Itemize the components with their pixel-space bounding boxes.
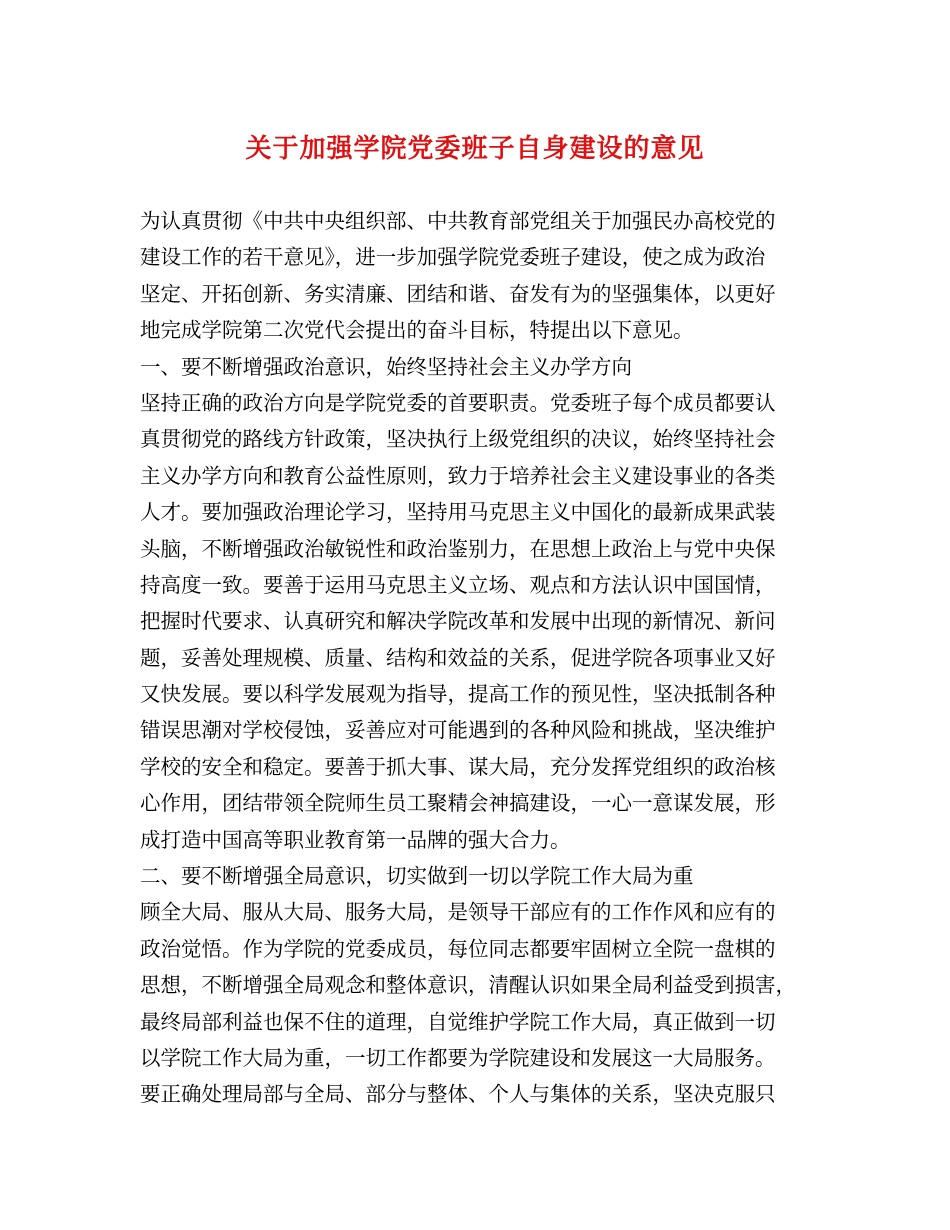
paragraph-line: 坚持正确的政治方向是学院党委的首要职责。党委班子每个成员都要认 (140, 390, 776, 415)
paragraph-line: 坚定、开拓创新、务实清廉、团结和谐、奋发有为的坚强集体，以更好 (140, 281, 776, 306)
paragraph-line: 人才。要加强政治理论学习，坚持用马克思主义中国化的最新成果武装 (140, 500, 776, 525)
paragraph-line: 学校的安全和稳定。要善于抓大事、谋大局，充分发挥党组织的政治核 (140, 754, 776, 779)
paragraph-line: 要正确处理局部与全局、部分与整体、个人与集体的关系，坚决克服只 (140, 1082, 776, 1107)
paragraph-line: 真贯彻党的路线方针政策，坚决执行上级党组织的决议，始终坚持社会 (140, 427, 776, 452)
paragraph-line: 顾全大局、服从大局、服务大局，是领导干部应有的工作作风和应有的 (140, 900, 776, 925)
paragraph-line: 心作用，团结带领全院师生员工聚精会神搞建设，一心一意谋发展，形 (140, 791, 776, 816)
paragraph-line: 为认真贯彻《中共中央组织部、中共教育部党组关于加强民办高校党的 (140, 209, 776, 233)
paragraph-line: 政治觉悟。作为学院的党委成员，每位同志都要牢固树立全院一盘棋的 (140, 936, 776, 961)
paragraph-line: 思想，不断增强全局观念和整体意识，清醒认识如果全局利益受到损害， (140, 973, 796, 998)
paragraph-line: 又快发展。要以科学发展观为指导，提高工作的预见性，坚决抵制各种 (140, 682, 776, 707)
section-heading: 二、要不断增强全局意识，切实做到一切以学院工作大局为重 (140, 864, 694, 889)
paragraph-line: 把握时代要求、认真研究和解决学院改革和发展中出现的新情况、新问 (140, 609, 776, 634)
paragraph-line: 主义办学方向和教育公益性原则，致力于培养社会主义建设事业的各类 (140, 463, 776, 488)
paragraph-line: 头脑，不断增强政治敏锐性和政治鉴别力，在思想上政治上与党中央保 (140, 536, 776, 561)
paragraph-line: 以学院工作大局为重，一切工作都要为学院建设和发展这一大局服务。 (140, 1045, 776, 1070)
document-body (140, 203, 815, 1113)
paragraph-line: 题，妥善处理规模、质量、结构和效益的关系，促进学院各项事业又好 (140, 645, 776, 670)
paragraph-line: 最终局部利益也保不住的道理，自觉维护学院工作大局，真正做到一切 (140, 1009, 776, 1034)
paragraph-line: 建设工作的若干意见》，进一步加强学院党委班子建设，使之成为政治 (140, 245, 766, 270)
document-title: 关于加强学院党委班子自身建设的意见 (245, 134, 705, 164)
paragraph-line: 地完成学院第二次党代会提出的奋斗目标，特提出以下意见。 (140, 318, 694, 343)
paragraph-line: 错误思潮对学校侵蚀，妥善应对可能遇到的各种风险和挑战，坚决维护 (140, 718, 776, 743)
paragraph-line: 成打造中国高等职业教育第一品牌的强大合力。 (140, 827, 571, 852)
section-heading: 一、要不断增强政治意识，始终坚持社会主义办学方向 (140, 354, 632, 379)
paragraph-line: 持高度一致。要善于运用马克思主义立场、观点和方法认识中国国情， (140, 572, 776, 597)
